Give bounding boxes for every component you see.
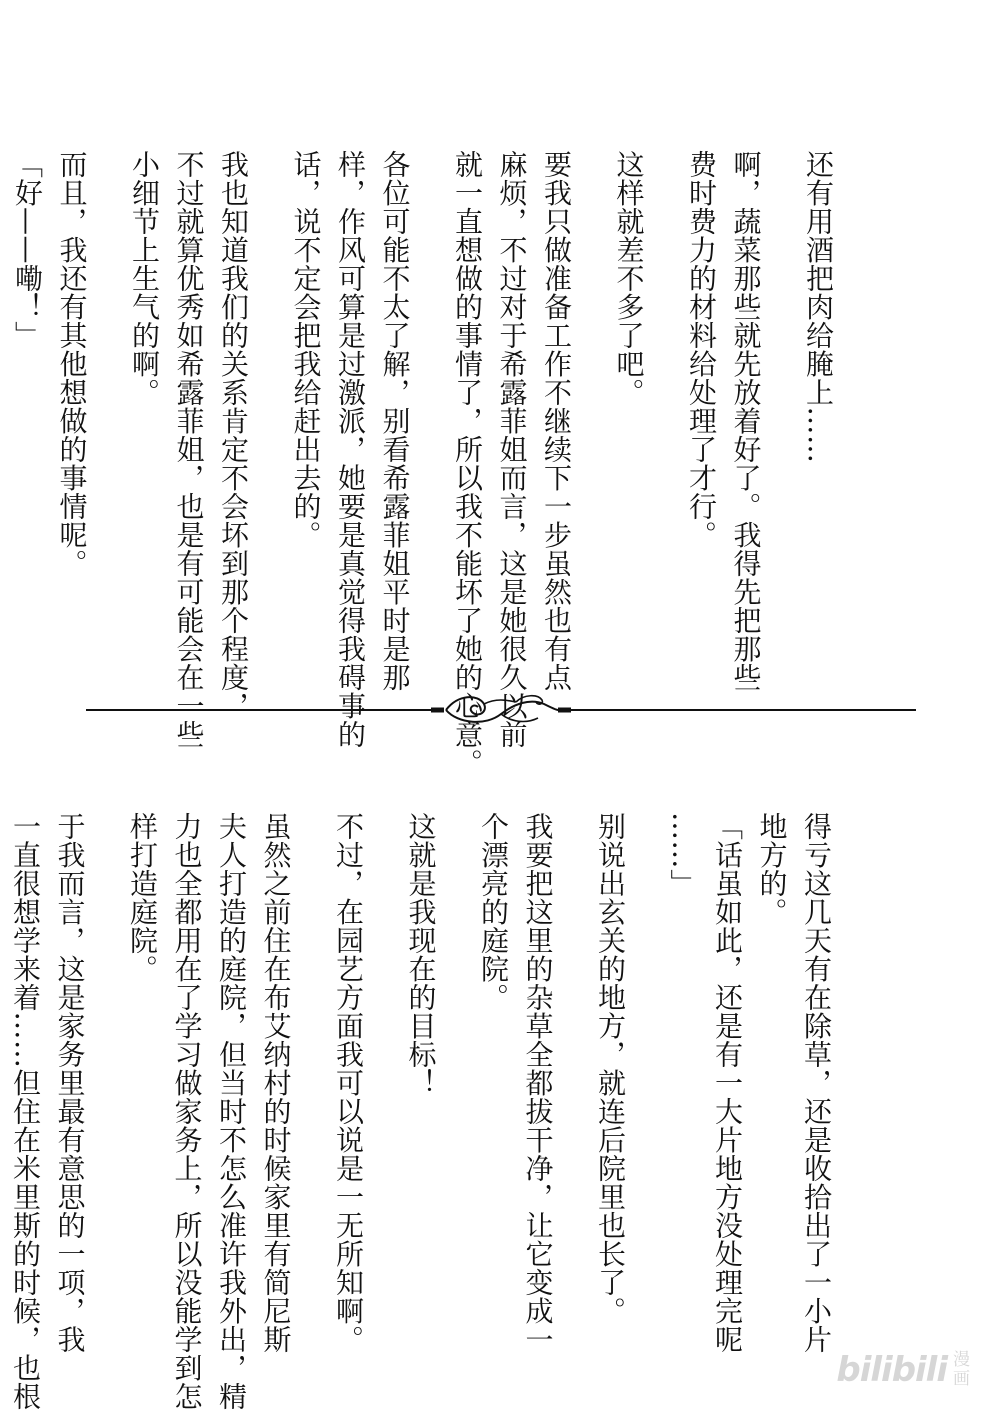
text-line: 这样就差不多了吧。 [612,150,646,407]
dialogue-line: 「好——嘞！」 [11,150,44,350]
text-line: 地方的。 [755,812,789,926]
text-line: 话，说不定会把我给赶出去的。 [289,150,323,549]
text-line: 啊，蔬菜那些就先放着好了。我得先把那些 [729,150,763,692]
text-line: 麻烦，不过对于希露菲姐而言，这是她很久以前 [495,150,529,749]
bilibili-watermark [836,1350,970,1390]
text-line: 样打造庭院。 [126,812,159,983]
text-line: 费时费力的材料给处理了才行。 [685,150,718,549]
text-line: 就一直想做的事情了，所以我不能坏了她的心意。 [451,150,484,777]
flourish-icon [86,688,916,732]
watermark-label [953,1351,970,1389]
text-line: 这就是我现在的目标！ [404,812,438,1097]
text-line: 别说出玄关的地方，就连后院里也长了。 [594,812,627,1325]
text-line: 要我只做准备工作不继续下一步虽然也有点 [540,150,573,692]
text-line: 得亏这几天有在除草，还是收拾出了一小片 [800,812,833,1354]
text-line: 力也全都用在了学习做家务上，所以没能学到怎 [170,812,204,1411]
text-line: 小细节上生气的啊。 [128,150,161,407]
ornamental-divider [86,688,916,732]
bottom-text-section [0,812,866,1411]
text-line: 于我而言，这是家务里最有意思的一项，我 [53,812,87,1354]
text-line: 夫人打造的庭院，但当时不怎么准许我外出，精 [215,812,248,1411]
text-line: 而且，我还有其他想做的事情呢。 [55,150,89,578]
text-line: 我也知道我们的关系肯定不会坏到那个程度， [217,150,250,720]
dialogue-line: ……」 [666,812,700,898]
text-line: 我要把这里的杂草全都拔干净，让它变成一 [521,812,555,1354]
watermark-logo: bilibili [836,1350,947,1390]
text-line: 还有用酒把肉给腌上…… [802,150,835,464]
text-line: 一直很想学来着……但住在米里斯的时候，也根 [9,812,42,1411]
dialogue-line: 「话虽如此，还是有一大片地方没处理完呢 [711,812,744,1354]
top-text-section [0,150,868,777]
text-line: 不过就算优秀如希露菲姐，也是有可能会在一些 [172,150,206,749]
text-line: 各位可能不太了解，别看希露菲姐平时是那 [378,150,412,692]
watermark-char: 画 [953,1369,970,1389]
text-line: 个漂亮的庭院。 [477,812,510,1012]
text-line: 样，作风可算是过激派，她要是真觉得我碍事的 [334,150,367,749]
text-line: 虽然之前住在布艾纳村的时候家里有简尼斯 [259,812,293,1354]
watermark-char: 漫 [953,1350,970,1370]
text-line: 不过，在园艺方面我可以说是一无所知啊。 [332,812,365,1354]
text-line [0,150,5,690]
